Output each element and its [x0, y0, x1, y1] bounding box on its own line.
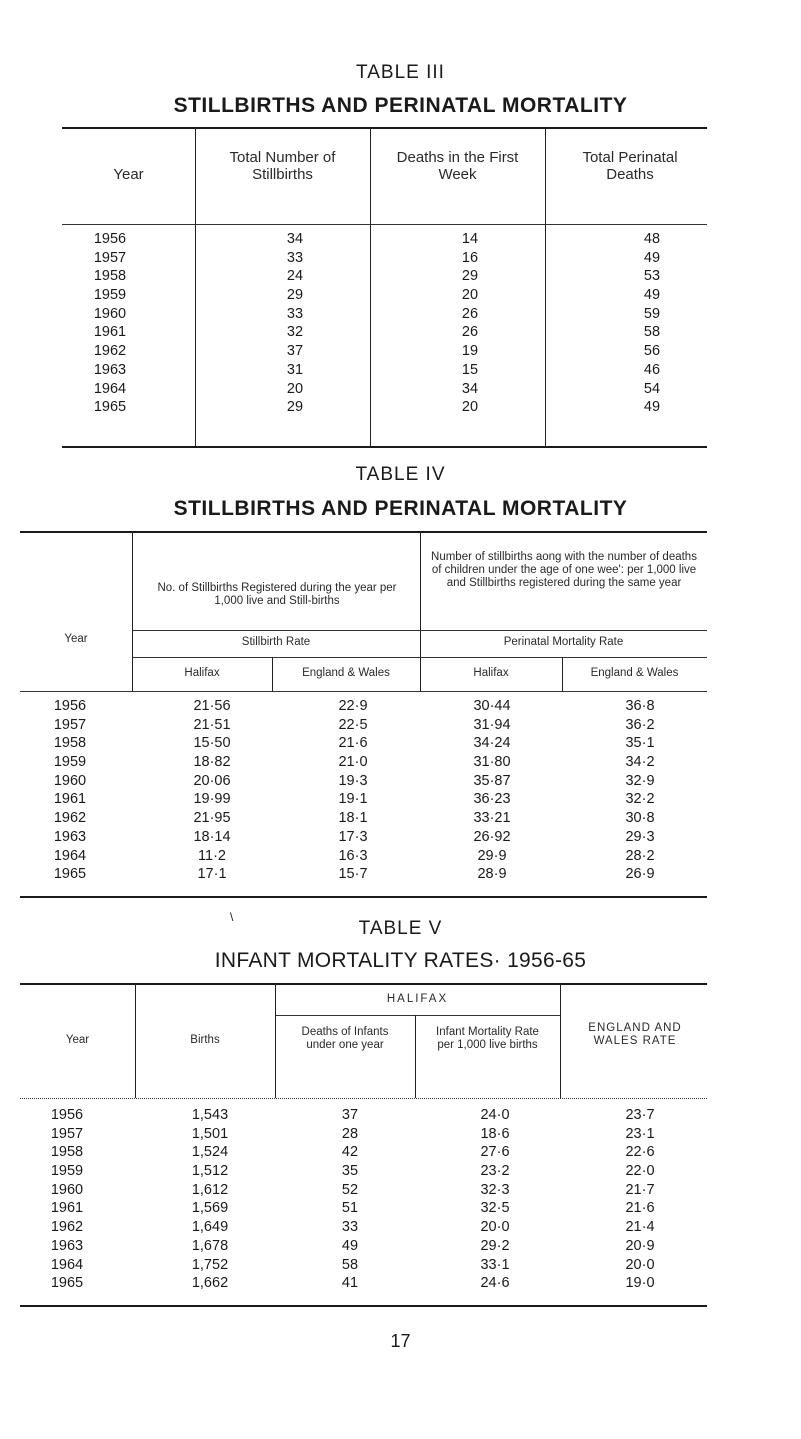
table-row: [20, 717, 707, 736]
table-cell: 46: [643, 361, 661, 378]
table5-header-rule: [20, 1098, 707, 1099]
table-row: [62, 362, 707, 381]
table-cell: 20·0: [480, 1219, 510, 1236]
table-cell: 23·7: [625, 1107, 655, 1123]
table-row: [20, 1275, 707, 1294]
table-cell: 31: [286, 361, 304, 378]
table-row: [20, 829, 707, 848]
table-cell: 1963: [93, 361, 127, 378]
table-cell: 1962: [53, 810, 87, 827]
table-cell: 1963: [50, 1237, 84, 1254]
table-cell: 29: [461, 268, 479, 285]
table-cell: 34: [286, 231, 304, 247]
table3-header-perinatal: Total Perinatal Deaths: [582, 149, 678, 183]
table5-col-divider: [560, 984, 561, 1098]
table-cell: 41: [341, 1275, 359, 1292]
table-cell: 26: [461, 324, 479, 341]
table-row: [20, 1257, 707, 1276]
table4-header-group2: Number of stillbirths aong with the number of deaths of children under the age of one wee': per 1,000 live and Stillbirths registered during the same year: [431, 551, 697, 589]
table-cell: 20·06: [193, 772, 231, 789]
table-row: [20, 1200, 707, 1219]
table4-header-halifax: Halifax: [184, 667, 220, 679]
table-cell: 17·1: [197, 866, 227, 883]
table4-header-england-wales: England & Wales: [302, 667, 390, 679]
table-cell: 29·2: [480, 1237, 510, 1254]
table-cell: 28: [341, 1125, 359, 1142]
table-cell: 1,662: [191, 1275, 229, 1292]
table-cell: 11·2: [198, 847, 226, 864]
table-cell: 1957: [93, 249, 127, 266]
table-cell: 18·82: [193, 754, 231, 771]
table-row: [62, 324, 707, 343]
table-cell: 35: [341, 1163, 359, 1180]
table-cell: 49: [643, 249, 661, 266]
table-cell: 1,501: [191, 1125, 229, 1142]
table-cell: 23·1: [625, 1125, 655, 1142]
table-cell: 18·6: [480, 1125, 510, 1142]
table-cell: 1965: [50, 1275, 84, 1292]
table-cell: 49: [643, 399, 661, 416]
table-cell: 21·51: [193, 716, 231, 733]
table-row: [20, 1238, 707, 1257]
table-cell: 1964: [93, 380, 127, 397]
table-cell: 15·50: [193, 735, 231, 752]
table-row: [62, 231, 707, 250]
table-cell: 24·6: [480, 1275, 510, 1292]
table-cell: 1,512: [191, 1163, 229, 1180]
page-number: 17: [390, 1331, 411, 1351]
table-cell: 36·2: [625, 716, 655, 733]
table-cell: 33: [341, 1219, 359, 1236]
table-cell: 15·7: [338, 866, 368, 883]
table-cell: 49: [643, 287, 661, 304]
table-cell: 28·2: [625, 847, 655, 864]
table-cell: 37: [286, 343, 304, 360]
table-row: [62, 306, 707, 325]
table-cell: 29: [286, 287, 304, 304]
table5-halifax-rule: [275, 1015, 560, 1016]
table3-body: [62, 231, 707, 418]
table-cell: 37: [341, 1107, 359, 1123]
table3-title: STILLBIRTHS AND PERINATAL MORTALITY: [173, 94, 628, 117]
table5-header-england: ENGLAND AND WALES RATE: [588, 1022, 682, 1047]
table-cell: 33·1: [480, 1256, 510, 1273]
table-cell: 1960: [53, 772, 87, 789]
table-cell: 48: [643, 231, 661, 247]
table5-label: TABLE V: [358, 918, 443, 939]
table-cell: 22·6: [625, 1144, 655, 1161]
table4-header-halifax-perinatal: Halifax: [473, 667, 509, 679]
table-row: [20, 698, 707, 717]
table-cell: 20·9: [625, 1237, 655, 1254]
table-cell: 1964: [50, 1256, 84, 1273]
table-cell: 26·9: [625, 866, 655, 883]
table-cell: 29: [286, 399, 304, 416]
table-cell: 28·9: [477, 866, 507, 883]
table-cell: 51: [341, 1200, 359, 1217]
table-cell: 36·23: [473, 791, 511, 808]
table-cell: 19·99: [193, 791, 231, 808]
table-row: [20, 773, 707, 792]
table-row: [62, 250, 707, 269]
table-cell: 21·0: [338, 754, 368, 771]
table-cell: 21·95: [193, 810, 231, 827]
table-cell: 1957: [53, 716, 87, 733]
table-cell: 56: [643, 343, 661, 360]
table-cell: 26: [461, 305, 479, 322]
table-row: [20, 1126, 707, 1145]
table3-header-deaths-first-week: Deaths in the First Week: [396, 149, 519, 183]
table-cell: 19: [461, 343, 479, 360]
table-cell: 1965: [53, 866, 87, 883]
table-cell: 21·6: [338, 735, 368, 752]
table-cell: 26·92: [473, 828, 511, 845]
table-cell: 42: [341, 1144, 359, 1161]
table-cell: 1961: [50, 1200, 84, 1217]
table-cell: 1961: [93, 324, 127, 341]
table-row: [20, 735, 707, 754]
table-cell: 59: [643, 305, 661, 322]
table-cell: 27·6: [480, 1144, 510, 1161]
table-cell: 1958: [53, 735, 87, 752]
table-cell: 1962: [50, 1219, 84, 1236]
table5-header-halifax: HALIFAX: [386, 993, 449, 1005]
table4-header-year: Year: [64, 633, 88, 645]
table-cell: 24: [286, 268, 304, 285]
table3-header-year: Year: [113, 166, 144, 183]
table-cell: 14: [461, 231, 479, 247]
table-cell: 22·0: [625, 1163, 655, 1180]
table-cell: 22·9: [338, 698, 368, 714]
table4-header-perinatal-rate: Perinatal Mortality Rate: [503, 636, 624, 648]
table-cell: 32·5: [480, 1200, 510, 1217]
table-cell: 1,612: [191, 1181, 229, 1198]
table4-header-group1: No. of Stillbirths Registered during the year per 1,000 live and Still-births: [157, 582, 397, 607]
table-cell: 1960: [50, 1181, 84, 1198]
table-row: [20, 848, 707, 867]
table-cell: 35·1: [625, 735, 655, 752]
table5-top-rule: [20, 983, 707, 985]
table-row: [20, 866, 707, 885]
table-cell: 19·0: [625, 1275, 655, 1292]
table3-bottom-rule: [62, 446, 707, 448]
table-cell: 36·8: [625, 698, 655, 714]
table-cell: 1958: [50, 1144, 84, 1161]
table-row: [20, 791, 707, 810]
table-cell: 1958: [93, 268, 127, 285]
table5-title: INFANT MORTALITY RATES· 1956-65: [214, 949, 587, 972]
table-row: [20, 1163, 707, 1182]
table-cell: 17·3: [338, 828, 368, 845]
table-cell: 21·7: [625, 1181, 655, 1198]
table3-header-rule: [62, 224, 707, 225]
table-cell: 1956: [93, 231, 127, 247]
table-row: [20, 1107, 707, 1126]
table-cell: 31·80: [473, 754, 511, 771]
table-cell: 1965: [93, 399, 127, 416]
table-cell: 1960: [93, 305, 127, 322]
table-cell: 32·2: [625, 791, 655, 808]
table5-header-year: Year: [65, 1034, 90, 1046]
table3-top-rule: [62, 127, 707, 129]
table-cell: 16: [461, 249, 479, 266]
table-row: [20, 1219, 707, 1238]
table-cell: 35·87: [473, 772, 511, 789]
table-cell: 1959: [50, 1163, 84, 1180]
table-row: [20, 810, 707, 829]
table-cell: 22·5: [338, 716, 368, 733]
table-cell: 1,569: [191, 1200, 229, 1217]
table-row: [62, 381, 707, 400]
table-cell: 52: [341, 1181, 359, 1198]
table-cell: 1,649: [191, 1219, 229, 1236]
table3-label: TABLE III: [356, 62, 445, 83]
table-row: [62, 343, 707, 362]
table-cell: 20: [461, 399, 479, 416]
table5-bottom-rule: [20, 1305, 707, 1307]
table-cell: 34·24: [473, 735, 511, 752]
table-cell: 34·2: [625, 754, 655, 771]
table-row: [20, 1182, 707, 1201]
table-cell: 1,752: [191, 1256, 229, 1273]
table-cell: 49: [341, 1237, 359, 1254]
table4-header-rule: [20, 691, 707, 692]
table-cell: 1956: [50, 1107, 84, 1123]
table-cell: 53: [643, 268, 661, 285]
table-row: [62, 287, 707, 306]
table-cell: 54: [643, 380, 661, 397]
table4-header-england-wales-perinatal: England & Wales: [590, 667, 679, 679]
table-cell: 23·2: [480, 1163, 510, 1180]
table-cell: 29·3: [625, 828, 655, 845]
table-cell: 31·94: [473, 716, 511, 733]
table-cell: 30·8: [625, 810, 655, 827]
table-cell: 1961: [53, 791, 87, 808]
table-cell: 32·9: [625, 772, 655, 789]
table4-body: [20, 698, 707, 885]
table4-bottom-rule: [20, 896, 707, 898]
table-cell: 33·21: [473, 810, 511, 827]
table-row: [20, 1144, 707, 1163]
table-cell: 33: [286, 249, 304, 266]
table-cell: 58: [341, 1256, 359, 1273]
table-cell: 15: [461, 361, 479, 378]
table-row: [20, 754, 707, 773]
table-cell: 29·9: [477, 847, 507, 864]
table-cell: 19·1: [338, 791, 368, 808]
table-cell: 19·3: [338, 772, 368, 789]
table4-label: TABLE IV: [355, 464, 446, 485]
table-cell: 1957: [50, 1125, 84, 1142]
table-cell: 1962: [93, 343, 127, 360]
table5-header-births: Births: [190, 1034, 220, 1046]
table-cell: 21·6: [625, 1200, 655, 1217]
table-cell: 20: [286, 380, 304, 397]
table-cell: 30·44: [473, 698, 511, 714]
table-cell: 21·56: [193, 698, 231, 714]
table-cell: 1956: [53, 698, 87, 714]
table-cell: 18·1: [338, 810, 368, 827]
table-cell: 1964: [53, 847, 87, 864]
table-cell: 58: [643, 324, 661, 341]
table-cell: 18·14: [193, 828, 231, 845]
table-cell: 33: [286, 305, 304, 322]
table-cell: 1,678: [191, 1237, 229, 1254]
table-cell: 1,543: [191, 1107, 229, 1123]
table-cell: 1959: [93, 287, 127, 304]
table4-top-rule: [20, 531, 707, 533]
table-cell: 20: [461, 287, 479, 304]
table-cell: 1963: [53, 828, 87, 845]
table-cell: 1959: [53, 754, 87, 771]
table3-header-stillbirths: Total Number of Stillbirths: [229, 149, 336, 183]
table5-header-imr: Infant Mortality Rate per 1,000 live births: [436, 1026, 539, 1051]
table5-body: [20, 1107, 707, 1294]
table-row: [62, 268, 707, 287]
table-cell: 32: [286, 324, 304, 341]
table-cell: 1,524: [191, 1144, 229, 1161]
table4-title: STILLBIRTHS AND PERINATAL MORTALITY: [173, 497, 628, 520]
table-row: [62, 399, 707, 418]
table4-header-stillbirth-rate: Stillbirth Rate: [241, 636, 311, 648]
table-cell: 24·0: [480, 1107, 510, 1123]
table-cell: 16·3: [338, 847, 368, 864]
table-cell: 21·4: [625, 1219, 655, 1236]
table5-header-deaths: Deaths of Infants under one year: [301, 1026, 389, 1051]
table-cell: 34: [461, 380, 479, 397]
table-cell: 20·0: [625, 1256, 655, 1273]
stray-mark: \: [230, 910, 234, 924]
table5-col-divider: [415, 1015, 416, 1098]
table-cell: 32·3: [480, 1181, 510, 1198]
